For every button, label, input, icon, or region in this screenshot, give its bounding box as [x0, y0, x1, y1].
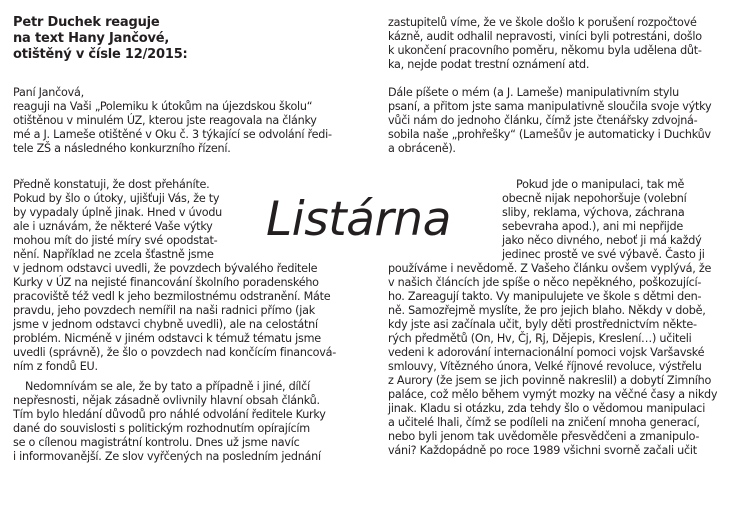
left-column-line: otištěnou v minulém ÚZ, kterou jste reagovala na články [13, 114, 317, 127]
right-column-line: Pokud jde o manipulaci, tak mě [516, 178, 685, 191]
right-column-line: Dále píšete o mém (a J. Lameše) manipulativním stylu [388, 86, 680, 99]
left-column-line: reaguji na Vaši „Polemiku k útokům na újezdskou školu“ [13, 100, 313, 113]
left-column-line: tele ZŠ a následného konkurzního řízení. [13, 142, 231, 155]
left-column-line: Tím bylo hledání důvodů pro náhlé odvolání ředitele Kurky [13, 408, 326, 421]
left-column-line: Kurky v ÚZ na nejisté financování školního poradenského [13, 276, 319, 289]
right-column-line: rých předmětů (On, Hv, Čj, Rj, Dějepis, Kreslení…) učiteli [388, 332, 692, 345]
right-column-line: psaní, a přitom jste sama manipulativně sloučila svoje výtky [388, 100, 712, 113]
left-column-line: i informovanější. Ze slov vyřčených na posledním jednání [13, 450, 321, 463]
section-title: Listárna [266, 192, 451, 247]
right-column-line: sliby, reklama, výchova, záchrana [502, 206, 685, 219]
letter-heading-line: otištěný v čísle 12/2015: [13, 47, 188, 62]
right-column-line: zastupitelů víme, že ve škole došlo k porušení rozpočtové [388, 16, 697, 29]
right-column-line: ně. Samozřejmě myslíte, že pro jejich blaho. Někdy v době, [388, 304, 706, 317]
right-column-line: kázně, audit odhalil nepravosti, viníci byli potrestáni, došlo [388, 30, 702, 43]
right-column-line: ho. Zareagují takto. Vy manipulujete ve škole s dětmi den- [388, 290, 702, 303]
right-column-line: paláce, což mělo během vymýt mozky na věčné časy a nikdy [388, 388, 718, 401]
left-column-line: nění. Například ne zcela šťastně jsme [13, 248, 214, 261]
right-column-line: sebevraha apod.), ani mi nepřijde [502, 220, 684, 233]
right-column-line: smlouvy, Vítězného února, Velké říjnové revoluce, výstřelu [388, 360, 702, 373]
right-column-line: nebo byli jenom tak uvědoměle přesvědčeni a zmanipulo- [388, 430, 700, 443]
left-column-line: by vypadaly úplně jinak. Hned v úvodu [13, 206, 223, 219]
left-column-line: pravdu, jeho povzdech nemířil na naši radnici přímo (jak [13, 304, 315, 317]
left-column-line: ale i uznávám, že některé Vaše výtky [13, 220, 213, 233]
right-column-line: váni? Každopádně po roce 1989 všichni svorně začali učit [388, 444, 697, 457]
left-column-line: Nedomnívám se ale, že by tato a případně i jiné, dílčí [25, 380, 310, 393]
left-column-line: se o cílenou magistrátní kontrolu. Dnes už jsme navíc [13, 436, 300, 449]
left-column-line: dané do souvislosti s politickým rozhodnutím opírajícím [13, 422, 310, 435]
right-column-line: jedinec prostě ve své výbavě. Často ji [502, 248, 705, 261]
left-column-line: v jednom odstavci uvedli, že povzdech bývalého ředitele [13, 262, 318, 275]
right-column-line: v našich článcích jde spíše o něco nepěkného, poškozující- [388, 276, 702, 289]
left-column-line: mohou mít do jisté míry své opodstat- [13, 234, 218, 247]
right-column-line: a obráceně). [388, 142, 456, 155]
left-column-line: uvedli (správně), že šlo o povzdech nad končícím financová- [13, 346, 336, 359]
right-column-line: vedeni k adorování internacionální pomoci vojsk Varšavské [388, 346, 705, 359]
right-column-line: sobila naše „prohřešky“ (Lamešův je automaticky i Duchkův [388, 128, 711, 141]
left-column-line: jsme v jednom odstavci chybně uvedli), ale na celostátní [13, 318, 318, 331]
right-column-line: jinak. Kladu si otázku, zda tehdy šlo o vědomou manipulaci [388, 402, 706, 415]
left-column-line: Pokud by šlo o útoky, ujišťuji Vás, že ty [13, 192, 220, 205]
right-column-line: ka, nejde podat trestní oznámení atd. [388, 58, 590, 71]
letter-heading-line: na text Hany Jančové, [13, 31, 170, 46]
right-column-line: jako něco divného, neboť ji má každý [502, 234, 702, 247]
right-column-line: vůči nám do jednoho článku, čímž jste čtenářsky zdvojná- [388, 114, 698, 127]
right-column-line: kdy jste asi začínala učit, byly děti prostřednictvím někte- [388, 318, 697, 331]
left-column-line: ním z fondů EU. [13, 360, 98, 373]
left-column-line: Předně konstatuji, že dost přeháníte. [13, 178, 210, 191]
right-column-line: a učitelé lhali, čímž se podíleli na zničení mnoha generací, [388, 416, 700, 429]
left-column-line: Paní Jančová, [13, 86, 84, 99]
right-column-line: z Aurory (že jsem se jich povinně nakreslil) a dobytí Zimního [388, 374, 712, 387]
right-column-line: k ukončení pracovního poměru, někomu byla udělena důt- [388, 44, 702, 57]
left-column-line: mé a J. Lameše otištěné v Oku č. 3 týkající se odvolání ředi- [13, 128, 332, 141]
left-column-line: nepřesnosti, nějak zásadně ovlivnily hlavní obsah článků. [13, 394, 320, 407]
right-column-line: obecně nijak nepohoršuje (volební [502, 192, 687, 205]
left-column-line: pracoviště též vedl k jeho bezmilostnému odstranění. Máte [13, 290, 331, 303]
left-column-line: problém. Nicméně v jiném odstavci k témuž tématu jsme [13, 332, 321, 345]
right-column-line: používáme i nevědomě. Z Vašeho článku ovšem vyplývá, že [388, 262, 712, 275]
letter-heading-line: Petr Duchek reaguje [13, 15, 160, 30]
